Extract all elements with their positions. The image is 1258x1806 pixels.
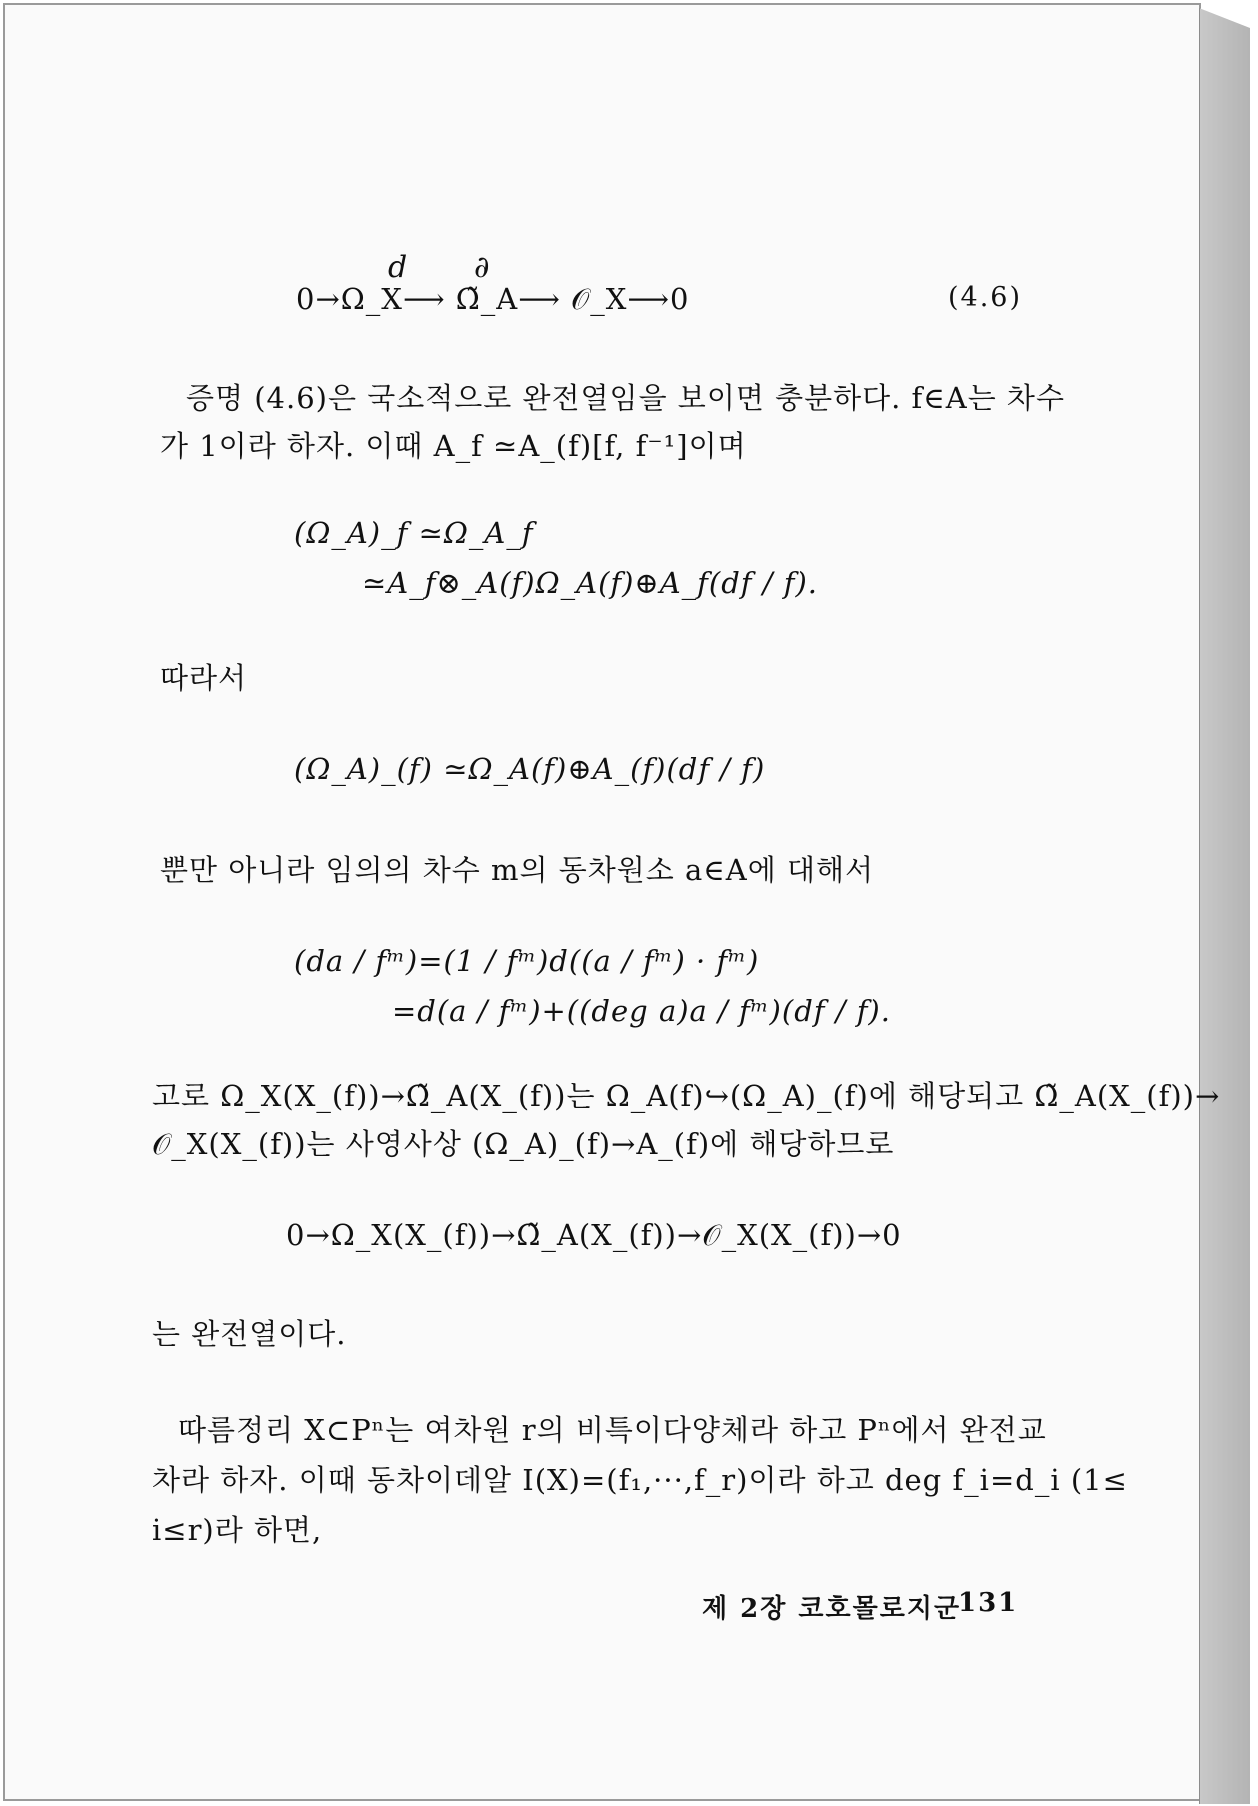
display-1-line-1: (Ω_A)_f ≃Ω_A_f — [294, 516, 534, 550]
footer-chapter: 제 2장 코호몰로지군 — [702, 1594, 962, 1624]
text-ttaraseo: 따라서 — [160, 661, 248, 695]
display-3-line-1: (da / fᵐ)=(1 / fᵐ)d((a / fᵐ) · fᵐ) — [294, 944, 760, 978]
page-edge-shadow — [1199, 8, 1250, 1804]
footer-page-number: 131 — [958, 1588, 1019, 1618]
corollary-line-3: i≤r)라 하면, — [152, 1513, 323, 1547]
corollary-line-2: 차라 하자. 이때 동차이데알 I(X)=(f₁,···,f_r)이라 하고 deg f_i=d_i (1≤ — [152, 1463, 1128, 1497]
display-1-line-2: ≃A_f⊗_A(f)Ω_A(f)⊕A_f(df / f). — [362, 566, 818, 600]
arrow-label-d: d — [388, 250, 408, 285]
display-4: 0→Ω_X(X_(f))→Ω̃_A(X_(f))→𝒪_X(X_(f))→0 — [286, 1218, 902, 1252]
corollary-line-1: 따름정리 X⊂Pⁿ는 여차원 r의 비특이다양체라 하고 Pⁿ에서 완전교 — [178, 1413, 1047, 1447]
text-conclusion: 는 완전열이다. — [152, 1317, 347, 1351]
display-3-line-2: =d(a / fᵐ)+((deg a)a / fᵐ)(df / f). — [392, 994, 891, 1028]
goro-line-2: 𝒪_X(X_(f))는 사영사상 (Ω_A)_(f)→A_(f)에 해당하므로 — [152, 1127, 895, 1161]
proof-line-1: 증명 (4.6)은 국소적으로 완전열임을 보이면 충분하다. f∈A는 차수 — [186, 381, 1065, 415]
equation-number: (4.6) — [948, 282, 1023, 313]
proof-line-2: 가 1이라 하자. 이때 A_f ≃A_(f)[f, f⁻¹]이며 — [160, 429, 747, 463]
arrow-label-partial: ∂ — [474, 250, 490, 285]
display-2: (Ω_A)_(f) ≃Ω_A(f)⊕A_(f)(df / f) — [294, 752, 766, 786]
text-ppunman: 뿐만 아니라 임의의 차수 m의 동차원소 a∈A에 대해서 — [160, 853, 874, 887]
equation-4-6: 0→Ω_X⟶ Ω̃_A⟶ 𝒪_X⟶0 — [296, 282, 690, 316]
goro-line-1: 고로 Ω_X(X_(f))→Ω̃_A(X_(f))는 Ω_A(f)↪(Ω_A)_(f)에 해당되고 Ω̃_A(X_(f))→ — [152, 1079, 1221, 1113]
